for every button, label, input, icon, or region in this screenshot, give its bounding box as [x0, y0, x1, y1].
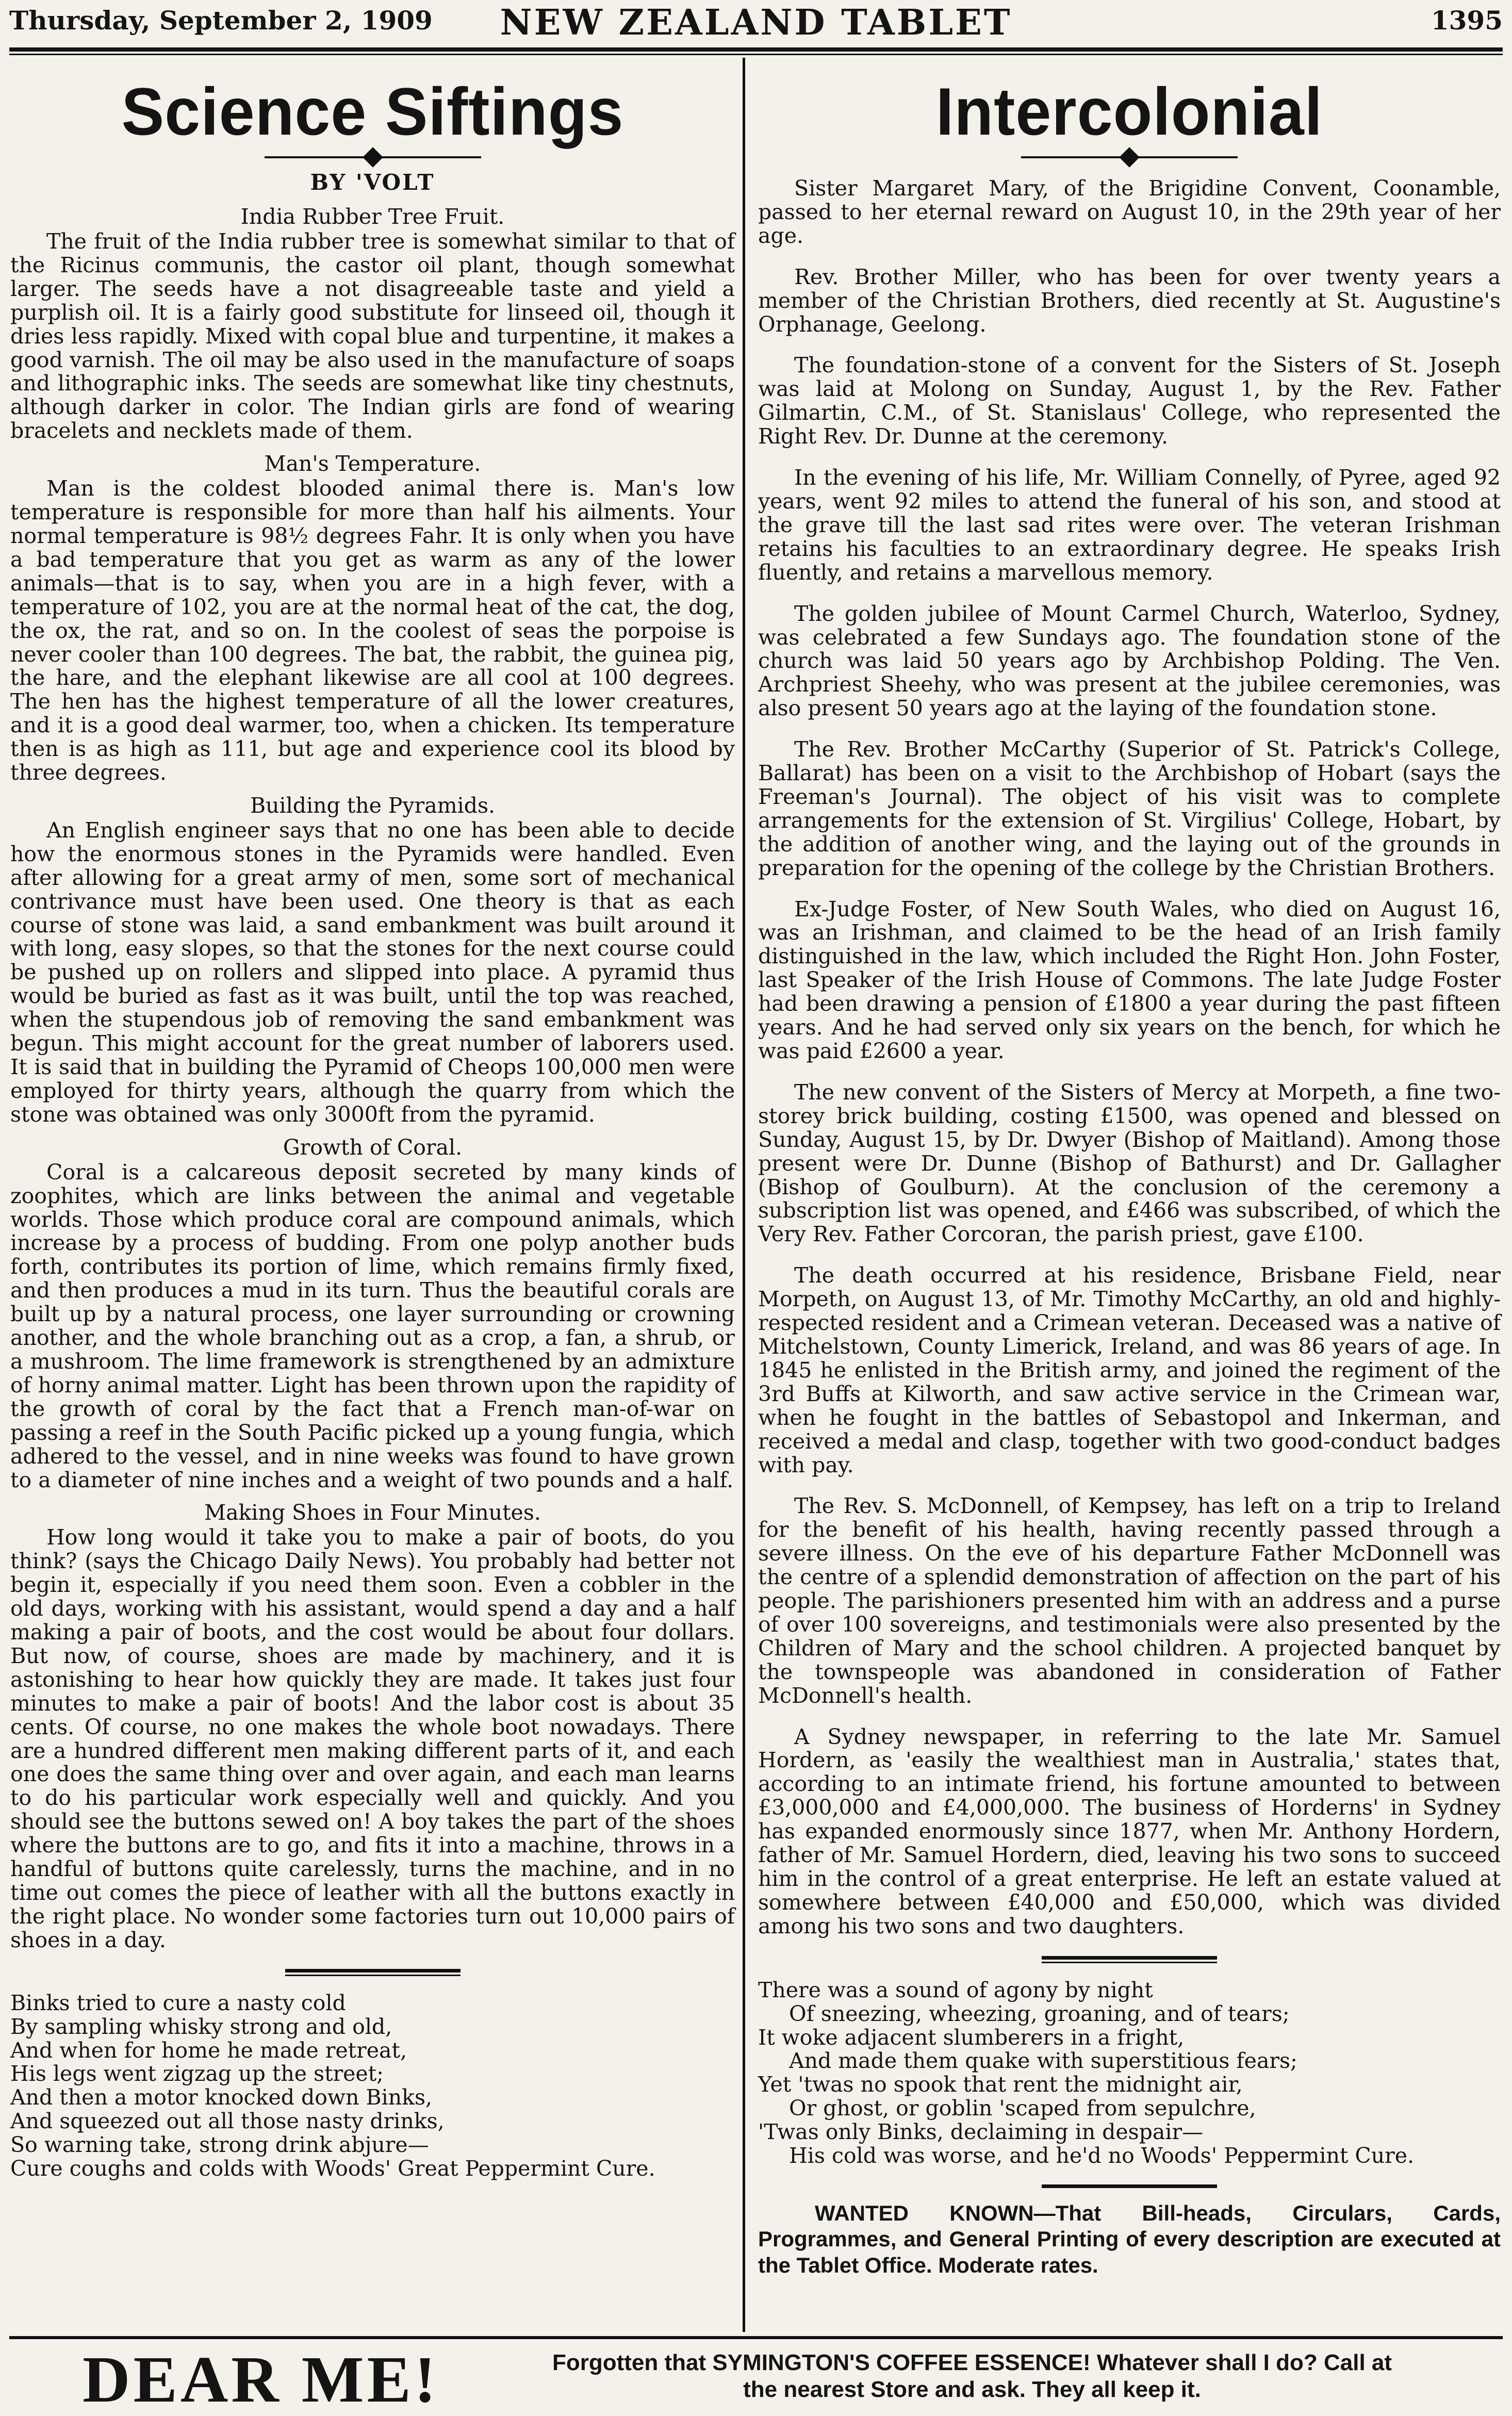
poem-line: And squeezed out all those nasty drinks,: [10, 2109, 445, 2134]
advert-line: Forgotten that SYMINGTON'S COFFEE ESSENCE! Whatever shall I do? Call at: [552, 2350, 1392, 2375]
news-item: The death occurred at his residence, Brisbane Field, near Morpeth, on August 13, of Mr. Timothy McCarthy, an old and highly-respected resident and a Crimean veteran. Deceased was a native of Mitchelstown, County Limerick, Ireland, and was 86 years of age. In 1845 he enlisted in the British army, and joined the regiment of the 3rd Buffs at Kilworth, and saw active service in the Crimean war, when he fought in the battles of Sebastopol and Inkerman, and received a medal and clasp, together with two good-conduct badges with pay.: [758, 1263, 1501, 1477]
poem-line: And made them quake with superstitious fears;: [789, 2048, 1297, 2074]
news-item: The Rev. S. McDonnell, of Kempsey, has left on a trip to Ireland for the benefit of his health, having recently passed through a severe illness. On the eve of his departure Father McDonnell was the centre of a splendid demonstration of affection on the part of his people. The parishioners presented him with an address and a purse of over 100 sovereigns, and testimonials were also presented by the Children of Mary and the school children. A projected banquet by the townspeople was abandoned in consideration of Father McDonnell's health.: [758, 1493, 1501, 1708]
article-body: How long would it take you to make a pair of boots, do you think? (says the Chicago Daily News). You probably had better not begin it, especially if you need them soon. Even a cobbler in the old days, working with his assistant, would spend a day and a half making a pair of boots, and the cost would be about four dollars. But now, of course, shoes are made by machinery, and it is astonishing to hear how quickly they are made. It takes just four minutes to make a pair of boots! And the labor cost is about 35 cents. Of course, no one makes the whole boot nowadays. There are a hundred different men making different parts of it, and each one does the same thing over and over again, and each man learns to do his particular work especially well and quickly. And you should see the buttons sewed on! A boy takes the part of the shoes where the buttons are to go, and fits it into a machine, throws in a handful of buttons quite carelessly, turns the machine, and in no time out comes the piece of leather with all the buttons exactly in the right place. No wonder some factories turn out 10,000 pairs of shoes in a day.: [10, 1525, 735, 1952]
poem-line: Or ghost, or goblin 'scaped from sepulchre,: [789, 2096, 1256, 2121]
advert-line: the nearest Store and ask. They all keep it.: [743, 2376, 1201, 2402]
poem-line: Yet 'twas no spook that rent the midnight air,: [758, 2072, 1243, 2097]
poem-line: His cold was worse, and he'd no Woods' Peppermint Cure.: [789, 2143, 1415, 2168]
binks-poem-right: [758, 1979, 1501, 2168]
poem-line: And when for home he made retreat,: [10, 2037, 407, 2063]
poem-line: His legs went zigzag up the street;: [10, 2061, 384, 2086]
page-number: 1395: [1431, 5, 1503, 36]
section-separator-thin: [285, 1975, 461, 1976]
poem-line: Binks tried to cure a nasty cold: [10, 1990, 346, 2015]
diamond-ornament-icon: [265, 148, 481, 167]
binks-poem-left: [10, 1992, 735, 2181]
section-title: Science Siftings: [121, 74, 624, 150]
advert-headline: DEAR ME!: [83, 2343, 439, 2416]
intercolonial-column: [758, 59, 1501, 2278]
article-body: Coral is a calcareous deposit secreted by many kinds of zoophites, which are links between the animal and vegetable worlds. Those which produce coral are compound animals, which increase by a process of budding. From one polyp another buds forth, contributes its portion of lime, which remains firmly fixed, and then produces a mud in its turn. Thus the beautiful corals are built up by a natural process, one layer surrounding or crowning another, and the whole branching out as a crop, a fan, a shrub, or a mushroom. The lime framework is strengthened by an admixture of horny animal matter. Light has been thrown upon the rapidity of the growth of coral by the fact that a French man-of-war on passing a reef in the South Pacific picked up a young fungia, which adhered to the vessel, and in nine weeks was found to have grown to a diameter of nine inches and a weight of two pounds and a half.: [10, 1159, 735, 1492]
news-item: Sister Margaret Mary, of the Brigidine Convent, Coonamble, passed to her eternal reward on August 10, in the 29th year of her age.: [758, 176, 1501, 248]
news-item: The new convent of the Sisters of Mercy at Morpeth, a fine two-storey brick building, costing £1500, was opened and blessed on Sunday, August 15, by Dr. Dwyer (Bishop of Maitland). Among those present were Dr. Dunne (Bishop of Bathurst) and Dr. Gallagher (Bishop of Goulburn). At the conclusion of the ceremony a subscription list was opened, and £466 was subscribed, of which the Very Rev. Father Corcoran, the parish priest, gave £100.: [758, 1079, 1501, 1247]
article-heading: Man's Temperature.: [264, 451, 481, 476]
article: [10, 1135, 735, 1492]
science-column: [10, 59, 735, 2181]
page-header: [9, 0, 1503, 41]
diamond-ornament-icon: [1021, 148, 1238, 167]
poem-line: There was a sound of agony by night: [758, 1977, 1153, 2002]
poem-line: By sampling whisky strong and old,: [10, 2014, 392, 2039]
column-divider: [743, 58, 745, 2332]
section-separator: [1042, 2184, 1217, 2188]
footer-rule: [9, 2336, 1503, 2339]
news-item: The golden jubilee of Mount Carmel Church, Waterloo, Sydney, was celebrated a few Sundays ago. The foundation stone of the church was laid 50 years ago by Archbishop Polding. The Ven. Archpriest Sheehy, who was present at the jubilee ceremonies, was also present 50 years ago at the laying of the foundation stone.: [758, 601, 1501, 721]
advert-text: [443, 2349, 1501, 2403]
article-heading: India Rubber Tree Fruit.: [240, 204, 505, 229]
article-heading: Growth of Coral.: [283, 1135, 463, 1160]
issue-date: Thursday, September 2, 1909: [9, 5, 433, 36]
news-item: In the evening of his life, Mr. William Connelly, of Pyree, aged 92 years, went 92 miles to attend the funeral of his son, and stood at the grave till the last sad rites were over. The veteran Irishman retains his faculties to an extraordinary degree. He speaks Irish fluently, and retains a marvellous memory.: [758, 465, 1501, 585]
article-body: An English engineer says that no one has been able to decide how the enormous stones in the Pyramids were handled. Even after allowing for a great army of men, some sort of mechanical contrivance must have been used. One theory is that as each course of stone was laid, a sand embankment was built around it with long, easy slopes, so that the stones for the next course could be pushed up on rollers and slipped into place. A pyramid thus would be buried as fast as it was built, until the top was reached, when the stupendous job of removing the sand embankment was begun. This might account for the great number of laborers used. It is said that in building the Pyramid of Cheops 100,000 men were employed for thirty years, although the quarry from which the stone was obtained was only 3000ft from the pyramid.: [10, 817, 735, 1127]
poem-line: Of sneezing, wheezing, groaning, and of tears;: [789, 2001, 1290, 2026]
article: [10, 793, 735, 1127]
news-item: Rev. Brother Miller, who has been for over twenty years a member of the Christian Brothers, died recently at St. Augustine's Orphanage, Geelong.: [758, 264, 1501, 337]
poem-line: And then a motor knocked down Binks,: [10, 2085, 433, 2110]
byline: BY 'VOLT: [310, 170, 435, 195]
section-separator: [285, 1969, 461, 1973]
news-item: The foundation-stone of a convent for the Sisters of St. Joseph was laid at Molong on Sunday, August 1, by the Rev. Father Gilmartin, C.M., of St. Stanislaus' College, who represented the Right Rev. Dr. Dunne at the ceremony.: [758, 353, 1501, 449]
section-separator: [1042, 1956, 1217, 1960]
poem-line: 'Twas only Binks, declaiming in despair—: [758, 2119, 1204, 2145]
article: [10, 1500, 735, 1952]
article: [10, 204, 735, 443]
poem-line: Cure coughs and colds with Woods' Great Peppermint Cure.: [10, 2156, 655, 2181]
poem-line: It woke adjacent slumberers in a fright,: [758, 2025, 1185, 2050]
poem-line: So warning take, strong drink abjure—: [10, 2132, 429, 2158]
printing-advert: WANTED KNOWN—That Bill-heads, Circulars, Cards, Programmes, and General Printing of every description are executed at the Tablet Office. Moderate rates.: [758, 2200, 1501, 2277]
section-title: Intercolonial: [935, 74, 1323, 150]
news-item: A Sydney newspaper, in referring to the late Mr. Samuel Hordern, as 'easily the wealthiest man in Australia,' states that, according to an intimate friend, his fortune amounted to between £3,000,000 and £4,000,000. The business of Horderns' in Sydney has expanded enormously since 1877, when Mr. Anthony Hordern, father of Mr. Samuel Hordern, died, leaving his two sons to succeed him in the control of a great enterprise. He left an estate valued at somewhere between £40,000 and £50,000, which was divided among his two sons and two daughters.: [758, 1724, 1501, 1938]
article-body: Man is the coldest blooded animal there is. Man's low temperature is responsible for more than half his ailments. Your normal temperature is 98½ degrees Fahr. It is only when you have a bad temperature that you get as warm as any of the lower animals—that is to say, when you are in a high fever, with a temperature of 102, you are at the normal heat of the cat, the dog, the ox, the rat, and so on. In the coolest of seas the porpoise is never cooler than 100 degrees. The bat, the rabbit, the guinea pig, the hare, and the elephant likewise are all cool at 100 degrees. The hen has the highest temperature of all the lower creatures, and it is a good deal warmer, too, when a chicken. Its temperature then is as high as 111, but age and experience cool its blood by three degrees.: [10, 476, 735, 785]
news-item: Ex-Judge Foster, of New South Wales, who died on August 16, was an Irishman, and claimed to be the head of an Irish family distinguished in the law, which included the Right Hon. John Foster, last Speaker of the Irish House of Commons. The late Judge Foster had been drawing a pension of £1800 a year during the past fifteen years. And he had served only six years on the bench, for which he was paid £2600 a year.: [758, 896, 1501, 1063]
header-rule: [9, 47, 1503, 52]
news-item: The Rev. Brother McCarthy (Superior of St. Patrick's College, Ballarat) has been on a visit to the Archbishop of Hobart (says the Freeman's Journal). The object of his visit was to complete arrangements for the extension of St. Virgilius' College, Hobart, by the addition of another wing, and the laying out of the grounds in preparation for the opening of the college by the Christian Brothers.: [758, 737, 1501, 880]
article: [10, 451, 735, 785]
header-rule-thin: [9, 54, 1503, 55]
section-separator-thin: [1042, 1962, 1217, 1963]
publication-title: NEW ZEALAND TABLET: [500, 2, 1012, 43]
article-body: The fruit of the India rubber tree is somewhat similar to that of the Ricinus communis, the castor oil plant, though somewhat larger. The seeds have a not disagreeable taste and yield a purplish oil. It is a fairly good substitute for linseed oil, though it dries less rapidly. Mixed with copal blue and turpentine, it makes a good varnish. The oil may be also used in the manufacture of soaps and lithographic inks. The seeds are somewhat like tiny chestnuts, although darker in color. The Indian girls are fond of wearing bracelets and necklets made of them.: [10, 229, 735, 443]
article-heading: Building the Pyramids.: [250, 793, 496, 818]
article-heading: Making Shoes in Four Minutes.: [204, 1500, 541, 1525]
